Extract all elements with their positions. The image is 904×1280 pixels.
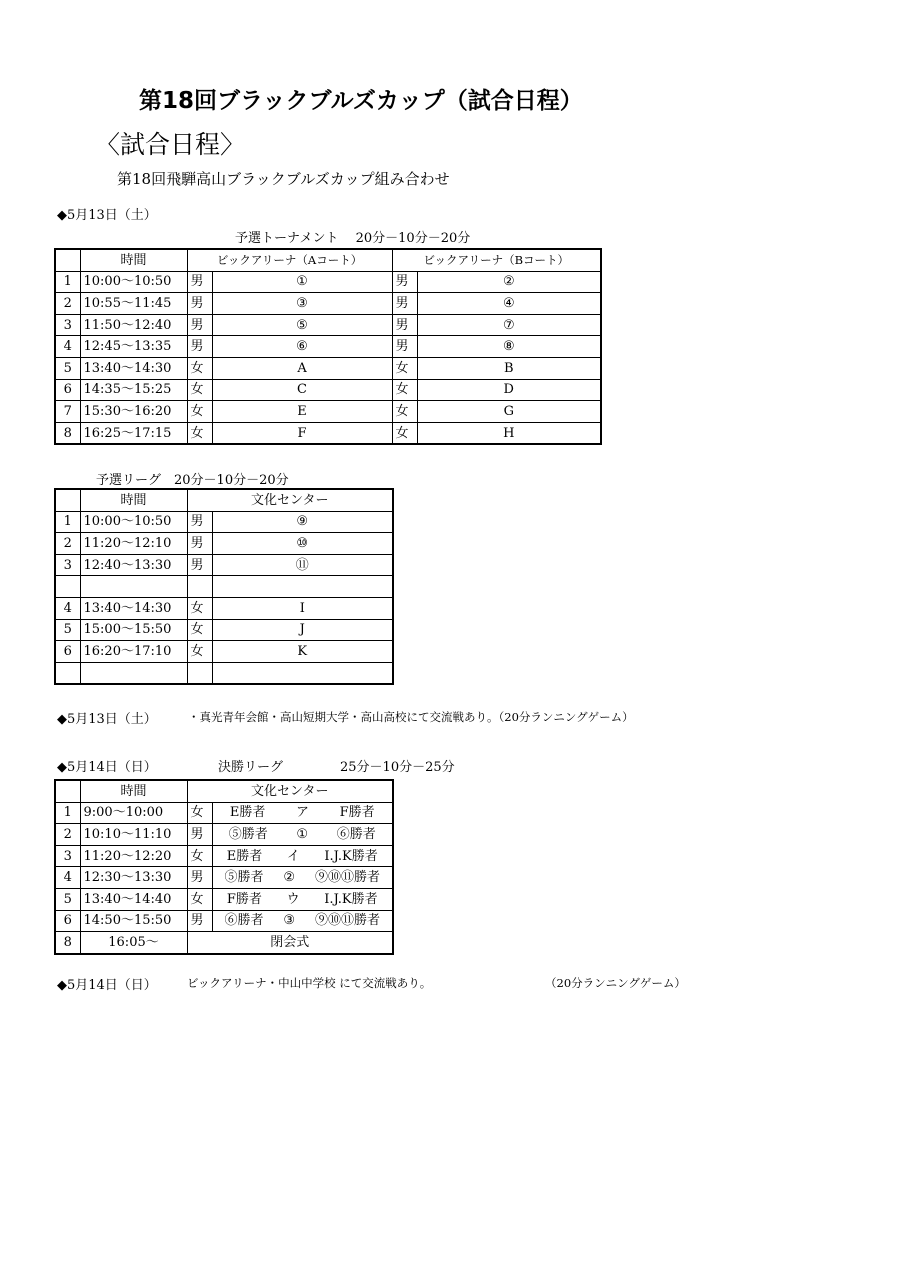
table-row xyxy=(55,379,601,401)
time-cell: 10:00～10:50 xyxy=(80,271,187,293)
team-right: F勝者 xyxy=(339,805,375,821)
match-cell: ⑩ xyxy=(212,533,393,555)
match-cell-b: ⑦ xyxy=(417,314,601,336)
header-cell xyxy=(55,489,80,511)
table-row xyxy=(55,597,393,619)
header-court-b: ビックアリーナ（Bコート） xyxy=(392,249,601,271)
matchup-cell xyxy=(212,824,393,846)
team-right: ⑨⑩⑪勝者 xyxy=(315,913,381,929)
section3-format: 25分－10分－25分 xyxy=(340,760,455,775)
row-number: 7 xyxy=(55,401,80,423)
table-row xyxy=(55,910,393,932)
gender-cell-a: 男 xyxy=(187,271,212,293)
note2-date: ◆5月14日（日） xyxy=(57,978,157,993)
gender-cell-b: 女 xyxy=(392,379,417,401)
table-row xyxy=(55,867,393,889)
match-cell-a: E xyxy=(212,401,392,423)
game-label: ① xyxy=(296,826,309,842)
gender-cell-a: 男 xyxy=(187,293,212,315)
row-number: 2 xyxy=(55,824,80,846)
table-row xyxy=(55,824,393,846)
preliminary-league-table xyxy=(54,488,394,685)
time-cell: 13:40～14:40 xyxy=(80,888,187,910)
table-row xyxy=(55,888,393,910)
header-cell xyxy=(55,780,80,802)
row-number: 5 xyxy=(55,357,80,379)
table-row xyxy=(55,641,393,663)
match-cell-b: H xyxy=(417,422,601,444)
time-cell: 15:30～16:20 xyxy=(80,401,187,423)
match-cell-b: B xyxy=(417,357,601,379)
match-cell-b: ② xyxy=(417,271,601,293)
gender-cell: 女 xyxy=(187,845,212,867)
time-cell: 11:20～12:10 xyxy=(80,533,187,555)
game-label: ② xyxy=(283,870,296,886)
page-title: 第18回ブラックブルズカップ（試合日程） xyxy=(139,88,583,114)
section1-date: ◆5月13日（土） xyxy=(57,208,157,223)
gender-cell-b: 女 xyxy=(392,401,417,423)
time-cell: 10:55～11:45 xyxy=(80,293,187,315)
gender-cell-a: 女 xyxy=(187,379,212,401)
gender-cell-b: 男 xyxy=(392,314,417,336)
match-cell: ⑨ xyxy=(212,511,393,533)
gender-cell xyxy=(187,576,212,598)
match-cell-a: F xyxy=(212,422,392,444)
row-number: 2 xyxy=(55,533,80,555)
final-league-table xyxy=(54,779,394,955)
gender-cell: 男 xyxy=(187,511,212,533)
header-time: 時間 xyxy=(80,489,187,511)
row-number: 3 xyxy=(55,845,80,867)
row-number: 3 xyxy=(55,554,80,576)
note2-suffix: （20分ランニングゲーム） xyxy=(545,976,686,990)
gender-cell-a: 男 xyxy=(187,314,212,336)
table-row xyxy=(55,576,393,598)
team-left: ⑥勝者 xyxy=(224,913,264,929)
header-time: 時間 xyxy=(80,249,187,271)
time-cell: 13:40～14:30 xyxy=(80,597,187,619)
time-cell: 12:45～13:35 xyxy=(80,336,187,358)
gender-cell: 女 xyxy=(187,641,212,663)
gender-cell-a: 男 xyxy=(187,336,212,358)
note1-text: ・真光青年会館・高山短期大学・高山高校にて交流戦あり。（20分ランニングゲーム） xyxy=(188,710,634,724)
table-row xyxy=(55,554,393,576)
row-number: 5 xyxy=(55,888,80,910)
team-left: E勝者 xyxy=(229,805,266,821)
match-cell: I xyxy=(212,597,393,619)
game-label: ア xyxy=(295,805,309,821)
row-number: 4 xyxy=(55,336,80,358)
gender-cell-b: 男 xyxy=(392,293,417,315)
match-cell: K xyxy=(212,641,393,663)
gender-cell: 女 xyxy=(187,619,212,641)
team-right: I.J.K勝者 xyxy=(324,891,378,907)
closing-row xyxy=(55,932,393,954)
row-number: 1 xyxy=(55,271,80,293)
table-row xyxy=(55,845,393,867)
header-cell xyxy=(55,249,80,271)
match-cell-b: ④ xyxy=(417,293,601,315)
match-cell-a: C xyxy=(212,379,392,401)
row-number: 8 xyxy=(55,422,80,444)
note2-text: ビックアリーナ・中山中学校 にて交流戦あり。 xyxy=(187,976,432,990)
table-row xyxy=(55,511,393,533)
game-label: ③ xyxy=(283,913,296,929)
row-number xyxy=(55,576,80,598)
header-venue: 文化センター xyxy=(187,780,393,802)
game-label: ウ xyxy=(286,891,300,907)
closing-label: 閉会式 xyxy=(187,932,393,954)
section1-format: 予選トーナメント 20分－10分－20分 xyxy=(235,231,471,246)
time-cell xyxy=(80,576,187,598)
row-number: 1 xyxy=(55,802,80,824)
table-row xyxy=(55,293,601,315)
team-left: ⑤勝者 xyxy=(224,870,264,886)
time-cell: 16:20～17:10 xyxy=(80,641,187,663)
game-label: イ xyxy=(286,848,300,864)
time-cell: 11:20～12:20 xyxy=(80,845,187,867)
header-court-a: ビックアリーナ（Aコート） xyxy=(187,249,392,271)
team-left: F勝者 xyxy=(226,891,262,907)
row-number: 6 xyxy=(55,910,80,932)
header-venue: 文化センター xyxy=(187,489,393,511)
table-row xyxy=(55,802,393,824)
matchup-cell xyxy=(212,888,393,910)
gender-cell: 女 xyxy=(187,888,212,910)
row-number: 4 xyxy=(55,597,80,619)
match-cell: J xyxy=(212,619,393,641)
time-cell: 16:25～17:15 xyxy=(80,422,187,444)
table-row xyxy=(55,422,601,444)
gender-cell: 女 xyxy=(187,802,212,824)
table-row xyxy=(55,401,601,423)
match-cell xyxy=(212,662,393,684)
table-row xyxy=(55,619,393,641)
match-cell-b: G xyxy=(417,401,601,423)
gender-cell-b: 男 xyxy=(392,336,417,358)
row-number: 8 xyxy=(55,932,80,954)
time-cell: 10:10～11:10 xyxy=(80,824,187,846)
matchup-cell xyxy=(212,845,393,867)
match-cell-b: D xyxy=(417,379,601,401)
gender-cell xyxy=(187,662,212,684)
match-cell-a: ⑤ xyxy=(212,314,392,336)
match-cell-a: ③ xyxy=(212,293,392,315)
schedule-heading: 〈試合日程〉 xyxy=(95,130,246,159)
gender-cell: 女 xyxy=(187,597,212,619)
gender-cell-b: 女 xyxy=(392,357,417,379)
team-left: ⑤勝者 xyxy=(228,826,268,842)
gender-cell: 男 xyxy=(187,910,212,932)
table-header-row xyxy=(55,489,393,511)
time-cell: 10:00～10:50 xyxy=(80,511,187,533)
gender-cell-a: 女 xyxy=(187,357,212,379)
match-cell-a: A xyxy=(212,357,392,379)
gender-cell: 男 xyxy=(187,824,212,846)
row-number: 2 xyxy=(55,293,80,315)
gender-cell-a: 女 xyxy=(187,401,212,423)
matchup-cell xyxy=(212,867,393,889)
row-number: 5 xyxy=(55,619,80,641)
gender-cell: 男 xyxy=(187,533,212,555)
table-row xyxy=(55,357,601,379)
time-cell: 11:50～12:40 xyxy=(80,314,187,336)
table-row xyxy=(55,336,601,358)
team-right: ⑥勝者 xyxy=(336,826,376,842)
closing-time: 16:05～ xyxy=(80,932,187,954)
time-cell: 14:50～15:50 xyxy=(80,910,187,932)
section2-format: 予選リーグ 20分－10分－20分 xyxy=(96,473,289,488)
time-cell: 15:00～15:50 xyxy=(80,619,187,641)
team-right: ⑨⑩⑪勝者 xyxy=(315,870,381,886)
table-row xyxy=(55,533,393,555)
match-cell-a: ① xyxy=(212,271,392,293)
gender-cell: 男 xyxy=(187,554,212,576)
matchup-cell xyxy=(212,802,393,824)
match-cell xyxy=(212,576,393,598)
row-number: 3 xyxy=(55,314,80,336)
gender-cell: 男 xyxy=(187,867,212,889)
table-row xyxy=(55,314,601,336)
match-cell-b: ⑧ xyxy=(417,336,601,358)
table-row xyxy=(55,662,393,684)
table-header-row xyxy=(55,780,393,802)
table-header-row xyxy=(55,249,601,271)
gender-cell-b: 男 xyxy=(392,271,417,293)
row-number: 6 xyxy=(55,641,80,663)
gender-cell-a: 女 xyxy=(187,422,212,444)
note1-date: ◆5月13日（土） xyxy=(57,712,157,727)
match-cell-a: ⑥ xyxy=(212,336,392,358)
time-cell: 9:00～10:00 xyxy=(80,802,187,824)
time-cell: 12:30～13:30 xyxy=(80,867,187,889)
time-cell xyxy=(80,662,187,684)
gender-cell-b: 女 xyxy=(392,422,417,444)
section3-league: 決勝リーグ xyxy=(218,760,284,775)
matchup-cell xyxy=(212,910,393,932)
time-cell: 13:40～14:30 xyxy=(80,357,187,379)
time-cell: 14:35～15:25 xyxy=(80,379,187,401)
row-number: 4 xyxy=(55,867,80,889)
match-cell: ⑪ xyxy=(212,554,393,576)
row-number: 1 xyxy=(55,511,80,533)
table-row xyxy=(55,271,601,293)
time-cell: 12:40～13:30 xyxy=(80,554,187,576)
team-right: I.J.K勝者 xyxy=(324,848,378,864)
preliminary-tournament-table xyxy=(54,248,602,445)
section3-date: ◆5月14日（日） xyxy=(57,760,157,775)
tournament-subtitle: 第18回飛騨高山ブラックブルズカップ組み合わせ xyxy=(117,170,450,188)
row-number: 6 xyxy=(55,379,80,401)
team-left: E勝者 xyxy=(226,848,263,864)
header-time: 時間 xyxy=(80,780,187,802)
row-number xyxy=(55,662,80,684)
